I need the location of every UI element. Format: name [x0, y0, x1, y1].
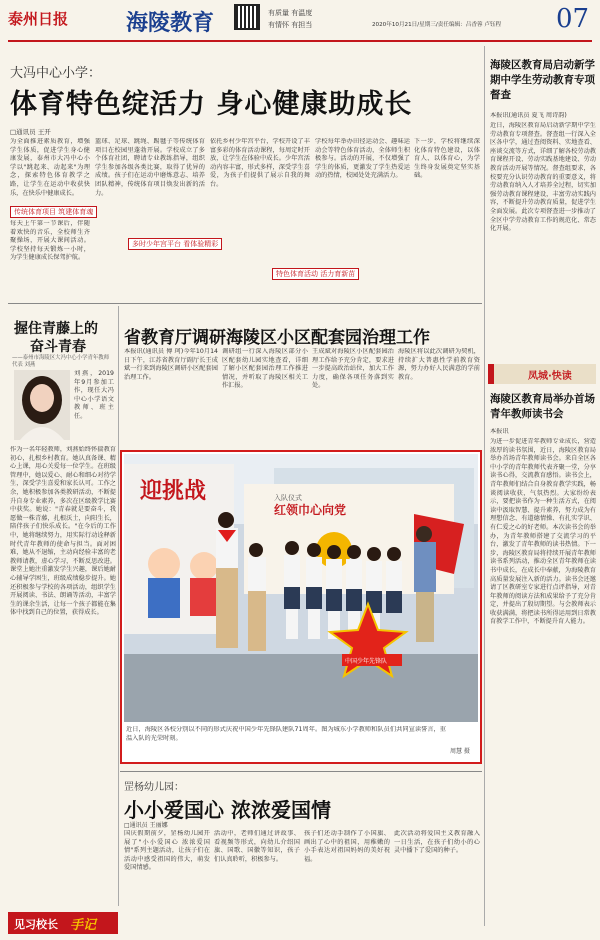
lead-kicker: 大冯中心小学：	[10, 66, 102, 81]
badge-text: 中国少年先锋队	[345, 658, 388, 665]
bottom-body-3: 孩子们还动手制作了小国旗、画出了心中的祖国，用稚嫩的小手表达对祖国妈妈的美好祝福。	[304, 830, 390, 863]
lead-body-col4: 学校每年举办田径运动会、趣味运动会等特色体育活动，全体师生积极参与。活动的开展，不仅增强了学生的体质，更激发了学生热爱运动的热情，校园处处充满活力。	[315, 138, 410, 180]
column-tag-bar	[488, 364, 596, 384]
issue-line: 2020年10月21日/星期三/责任编辑：吕香蓉 卢钰程	[372, 22, 502, 28]
slogan-2: 有情怀 有担当	[268, 21, 313, 29]
profile-headline-2: 奋斗青春	[30, 339, 86, 355]
feature-headline: 省教育厅调研海陵区小区配套园治理工作	[124, 328, 430, 348]
masthead	[0, 0, 600, 44]
lead-headline: 体育特色绽活力 身心健康助成长	[10, 89, 413, 120]
profile-headline: 握住青藤上的	[14, 321, 98, 337]
column-tag-text: 凤城·快读	[528, 371, 572, 382]
footer-tag-text-2: 手记	[70, 918, 97, 933]
subhead-tag-2: 多时少年宫平台 看体验精彩	[128, 238, 222, 250]
feature-body-3: 王成斌对海陵区小区配套园治理工作给予充分肯定，要求进一步提高政治站位，加大工作力度，确保各项任务落到实处。	[312, 348, 394, 390]
side-story1-headline: 海陵区教育局启动新学期中学生劳动教育专项督查	[490, 59, 595, 101]
bottom-body-1: 国庆假期前夕，罡杨幼儿园开展了"小小爱国心 浓浓爱国情"系列主题活动，让孩子们在活动中感受祖国的伟大，萌发爱国情感。	[124, 830, 210, 872]
side-story1-body: 近日，海陵区教育局启动新学期中学生劳动教育专项督查。督查组一行深入全区各中学，通过查阅资料、实地查看、座谈交流等方式，详细了解各校劳动教育课程开设、劳动实践基地建设、劳动教育活动开展等情况。督查组要求，各校要充分认识劳动教育的重要意义，将劳动教育纳入人才培养全过程，切实加强劳动教育课程建设，丰富劳动实践内容，不断提升劳动教育质量，促进学生全面发展。此次专项督查进一步推动了全区中学劳动教育工作的规范化、常态化开展。	[490, 122, 596, 233]
lead-body-col3: 依托乡村少年宫平台，学校开设了丰富多彩的体育活动课程，每周定时开放，让学生在体验中成长。少年宫活动内容丰富，形式多样，深受学生喜爱，为孩子们提供了展示自我的舞台。	[210, 138, 310, 188]
subhead-tag-3: 特色体育活动 活力育新苗	[272, 268, 359, 280]
banner-left-text: 迎挑战	[140, 479, 207, 504]
footer-column-tag	[8, 912, 118, 934]
side-story2-body: 为进一步促进青年教师专业成长，营造浓厚的读书氛围，近日，海陵区教育局举办首场青年教师读书会。来自全区各中小学的青年教师代表齐聚一堂，分享读书心得，交流教育感悟。读书会上，青年教师们结合自身教育教学实践，畅谈阅读收获，气氛热烈。大家纷纷表示，要把读书作为一种生活方式，在阅读中汲取智慧、提升素养，努力成为有理想信念、有道德情操、有扎实学识、有仁爱之心的好老师。本次读书会的举办，为青年教师搭建了交流学习的平台，激发了青年教师的读书热情。下一步，海陵区教育局将持续开展青年教师读书系列活动，推动全区青年教师在读书中成长，在成长中奉献，为海陵教育高质量发展注入新的活力。读书会还邀请了区教研室专家进行点评指导，对青年教师的阅读方法和成果给予了充分肯定，并提出了殷切期望。与会教师表示收获满满，将把读书所得运用到日常教育教学工作中，不断提升育人能力。	[490, 438, 596, 626]
profile-caption: ——泰州市海陵区大冯中心小学青年教师代表 刘燕	[12, 355, 110, 368]
qr-code	[234, 4, 260, 30]
bottom-kicker: 罡杨幼儿园：	[124, 782, 184, 793]
sign-text: 入队仪式	[274, 494, 302, 502]
side-story2-headline: 海陵区教育局举办首场青年教师读书会	[490, 393, 595, 420]
banner-center-text: 红领巾心向党	[274, 503, 347, 517]
subhead-tag-1: 传统体育项目 筑建体育魂	[10, 206, 97, 218]
bottom-headline: 小小爱国心 浓浓爱国情	[124, 798, 331, 822]
side-story2-byline: 本报讯	[490, 428, 509, 435]
feature-photo-credit: 周慧 摄	[450, 748, 470, 755]
footer-tag-text: 见习校长	[14, 918, 58, 931]
page-number: 07	[556, 4, 590, 34]
feature-photo-caption: 近日，海陵区各校分别以不同的形式庆祝中国少年先锋队建队71周年。图为城东小学教师和队员们共同宣读誓言，重温入队的光荣时刻。	[126, 726, 446, 742]
feature-body-2: 调研组一行深入海陵区部分小区配套幼儿园实地查看，详细了解小区配套园治理工作推进情况，并听取了海陵区相关工作汇报。	[222, 348, 308, 390]
bottom-byline: □通讯员 王丽娜	[124, 822, 168, 829]
profile-body: 作为一名年轻教师，刘燕始终怀揣教育初心，扎根乡村教育。她认真备课、精心上课，用心关爱每一位学生。在班级管理中，她以爱心、耐心和细心对待学生，深受学生喜爱和家长认可。工作之余，她积极参加各类教研活动，不断提升自身专业素养，多次在区级教学比赛中获奖。她说："青春就是要奋斗，我愿做一株青藤，扎根沃土，向阳生长，陪伴孩子们快乐成长。"在今后的工作中，她将继续努力，用实际行动诠释新时代青年教师的使命与担当。面对困难，她从不退缩，主动向经验丰富的老教师请教，虚心学习，不断反思改进。课堂上她注重激发学生兴趣，课后她耐心辅导学困生，班级成绩稳步提升。她还积极参与学校的各项活动，组织学生开展阅读、书法、朗诵等活动，丰富学生的课余生活，让每一个孩子都能在集体中找到自己的位置，获得成长。	[10, 446, 116, 617]
profile-body-side: 刘燕，2019年9月参加工作，现任大冯中心小学语文教师、班主任。	[74, 370, 114, 420]
lead-byline: □通讯员 王开	[10, 128, 51, 136]
feature-photo	[124, 454, 478, 722]
profile-portrait	[14, 370, 70, 440]
slogan-1: 有质量 有温度	[268, 9, 313, 17]
newspaper-logo: 泰州日报	[8, 10, 69, 28]
side-story1-byline: 本报讯(通讯员 夏飞 周诗韵)	[490, 112, 567, 119]
bottom-body-4: 此次活动将爱国主义教育融入一日生活，在孩子们幼小的心灵中播下了爱国的种子。	[394, 830, 480, 855]
lead-body-col5: 下一步，学校将继续深化体育特色建设，以体育人、以体育心，为学生终身发展奠定坚实基础。	[414, 138, 480, 180]
lead-body-col2: 篮球、足球、跳绳、踢毽子等传统体育项目在校园里蓬勃开展。学校成立了多个体育社团，聘请专业教练指导，组织学生参加各级各类比赛，取得了优异的成绩。孩子们在运动中磨炼意志、培养团队精神，传统体育项目焕发出新的活力。	[95, 138, 205, 197]
feature-body-4: 海陵区将以此次调研为契机，持续扩大普惠性学前教育资源，努力办好人民满意的学前教育。	[398, 348, 480, 381]
section-title: 海陵教育	[126, 11, 215, 36]
bottom-body-2: 活动中，老师们通过讲故事、看视频等形式，向幼儿介绍国旗、国歌、国徽等知识，孩子们认真聆听，积极参与。	[214, 830, 300, 863]
lead-body-col1b: 每天上午第一节课后，伴随着欢快的音乐，全校师生齐聚操场，开展大课间活动。学校坚持每天锻炼一小时，为学生健康成长保驾护航。	[10, 220, 90, 262]
feature-byline: 本报讯(通讯员 傅 珂)今年10月14日下午，江苏省教育厅副厅长王成斌一行来到海陵区调研小区配套园治理工作。	[124, 348, 218, 381]
lead-body-col1: 为全面推进素质教育，增强学生体质，促进学生身心健康发展，泰州市大冯中心小学以"跳起来、动起来"为理念，探索特色体育教学之路，让学生在运动中收获快乐，在快乐中健康成长。	[10, 138, 90, 197]
